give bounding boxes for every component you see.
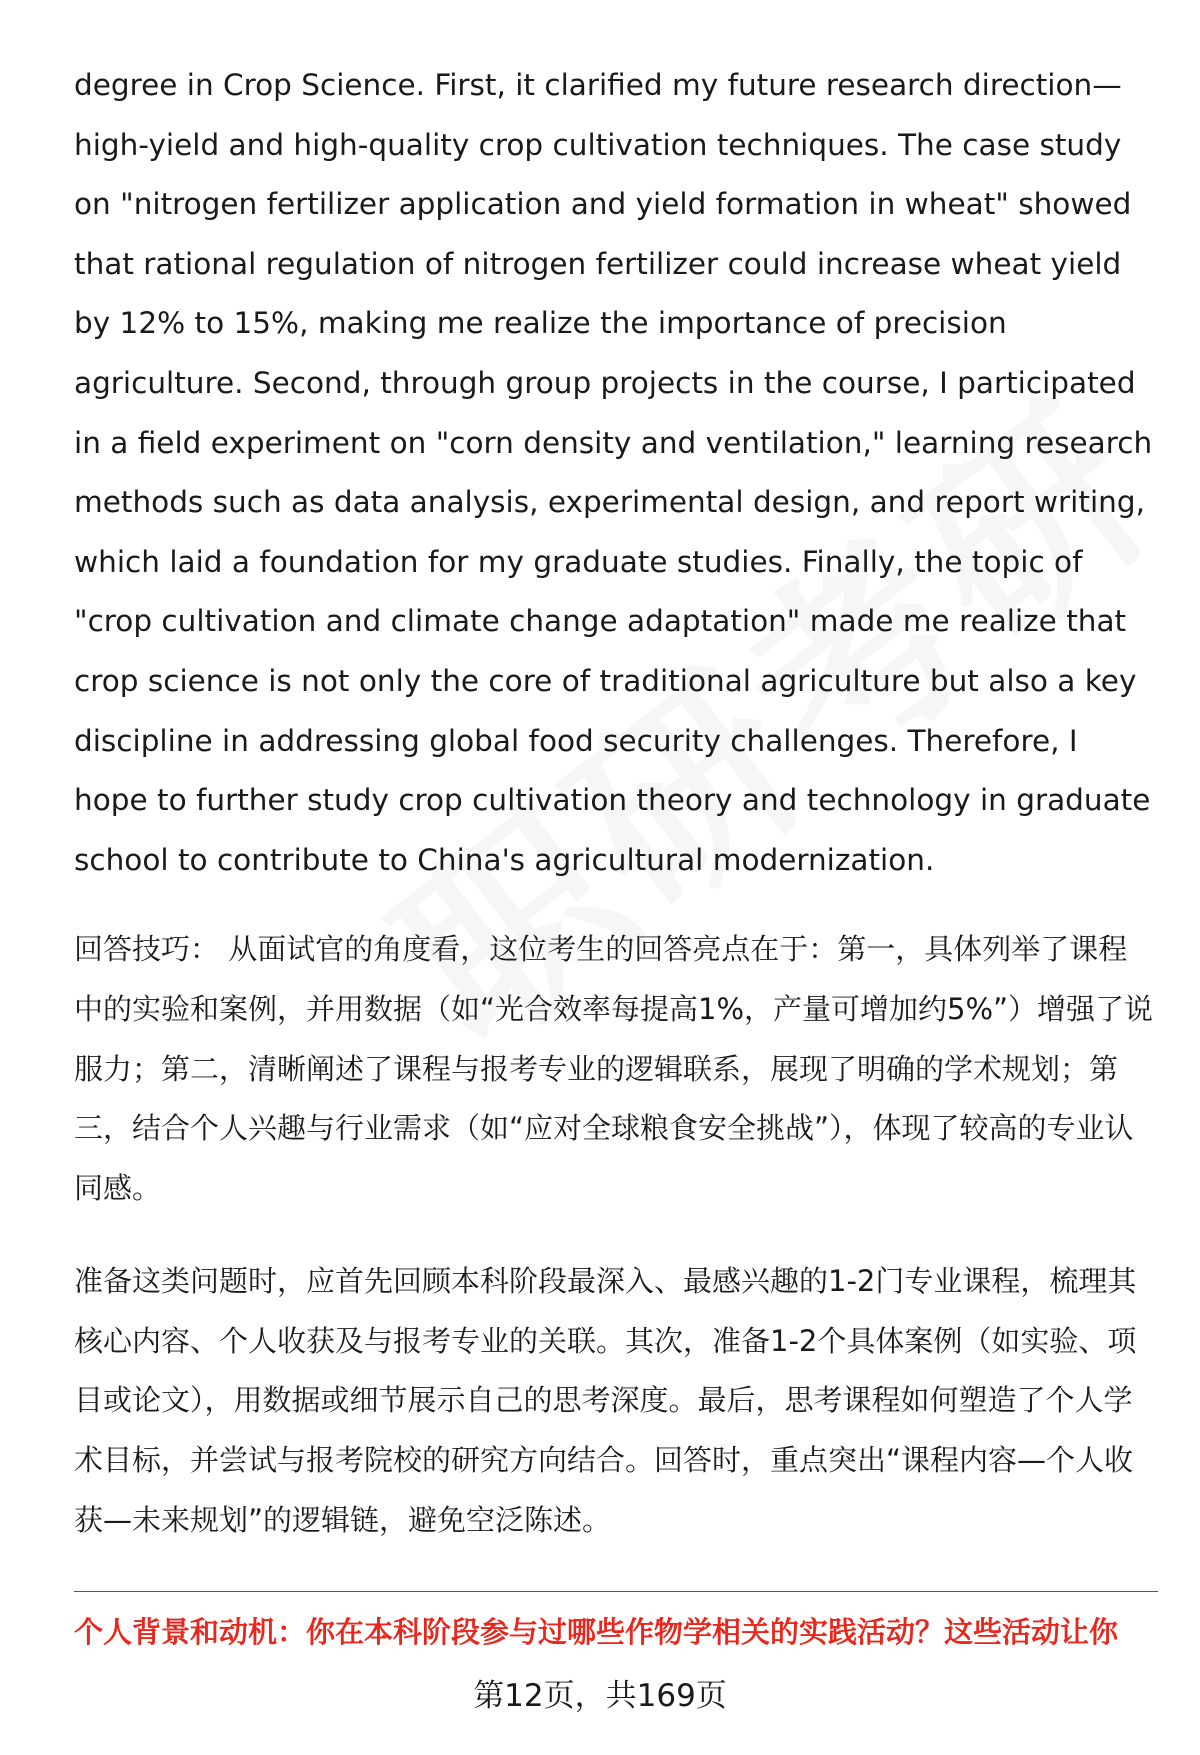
section-divider (74, 1591, 1158, 1592)
next-question-heading: 个人背景和动机：你在本科阶段参与过哪些作物学相关的实践活动？这些活动让你 (74, 1615, 1119, 1649)
preparation-advice-paragraph: 准备这类问题时，应首先回顾本科阶段最深入、最感兴趣的1-2门专业课程，梳理其核心内容、个人收获及与报考专业的关联。其次，准备1-2个具体案例（如实验、项目或论文），用数据或细节展示自己的思考深度。最后，思考课程如何塑造了个人学术目标，并尝试与报考院校的研究方向结合。回答时，重点突出“课程内容—个人收获—未来规划”的逻辑链，避免空泛陈述。 (74, 1264, 1137, 1537)
document-body (74, 56, 1154, 1550)
page-number-footer: 第12页，共169页 (473, 1678, 727, 1714)
answer-tips-paragraph: 回答技巧： 从面试官的角度看，这位考生的回答亮点在于：第一，具体列举了课程中的实验和案例，并用数据（如“光合效率每提高1%，产量可增加约5%”）增强了说服力；第二，清晰阐述了课程与报考专业的逻辑联系，展现了明确的学术规划；第三，结合个人兴趣与行业需求（如“应对全球粮食安全挑战”），体现了较高的专业认同感。 (74, 932, 1154, 1205)
english-answer-paragraph: degree in Crop Science. First, it clarified my future research direction—high-yield and high-quality crop cultivation techniques. The case study on "nitrogen fertilizer application and yield formation in wheat" showed that rational regulation of nitrogen fertilizer could increase wheat yield by 12% to 15%, making me realize the importance of precision agriculture. Second, through group projects in the course, I participated in a field experiment on "corn density and ventilation," learning research methods such as data analysis, experimental design, and report writing, which laid a foundation for my graduate studies. Finally, the topic of "crop cultivation and climate change adaptation" made me realize that crop science is not only the core of traditional agriculture but also a key discipline in addressing global food security challenges. Therefore, I hope to further study crop cultivation theory and technology in graduate school to contribute to China's agricultural modernization. (74, 68, 1153, 877)
